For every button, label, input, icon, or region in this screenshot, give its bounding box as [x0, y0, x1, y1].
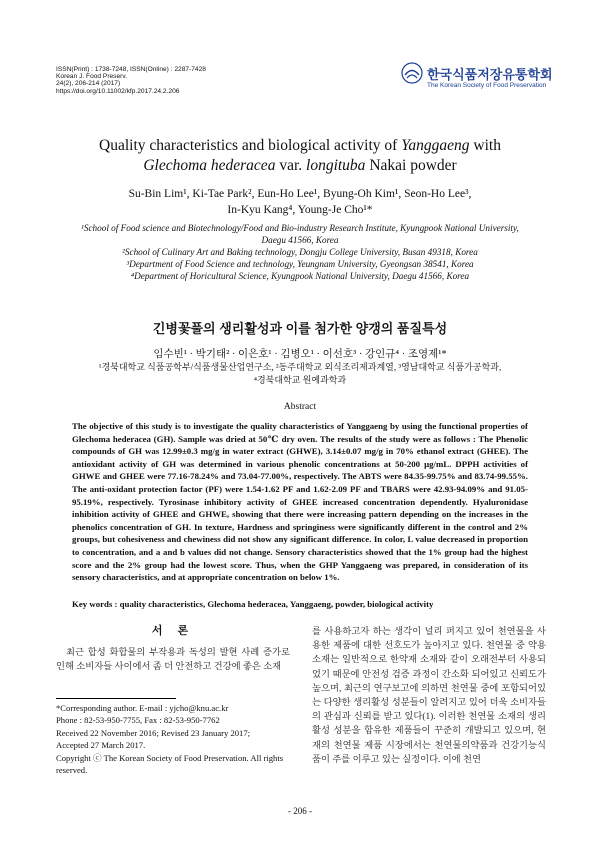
issn-line: ISSN(Print) : 1738-7248, ISSN(Online) : 2287-7428 — [56, 66, 206, 73]
page-number: - 206 - — [288, 806, 312, 816]
keywords-label: Key words — [72, 599, 113, 609]
korean-authors: 임수빈¹ · 박기태² · 이은호¹ · 김병오¹ · 이선호³ · 강인규⁴ · 조영제¹* — [153, 349, 447, 360]
society-logo — [401, 62, 551, 92]
intro-heading: 서 론 — [151, 625, 195, 637]
abstract-heading: Abstract — [283, 402, 317, 412]
society-name-english: The Korean Society of Food Preservation — [427, 82, 547, 89]
paper-title-line-2: Glechoma hederacea var. longituba Nakai powder — [143, 157, 457, 174]
keywords: Key words : quality characteristics, Glechoma hederacea, Yanggaeng, powder, biological activity — [72, 599, 434, 609]
paper-title-line-1: Quality characteristics and biological activity of Yanggaeng with — [99, 137, 501, 154]
affiliation-1-city: Daegu 41566, Korea — [261, 235, 339, 245]
affiliation-3: ³Department of Food Science and technology, Yeungnam University, Gyeongsan 38541, Korea — [126, 259, 474, 269]
journal-meta — [56, 66, 206, 95]
footnote — [56, 702, 290, 776]
phone-fax: Phone : 82-53-950-7755, Fax : 82-53-950-7762 — [56, 715, 220, 726]
author-line-1: Su-Bin Lim¹, Ki-Tae Park², Eun-Ho Lee¹, Byung-Oh Kim¹, Seon-Ho Lee³, — [128, 188, 472, 200]
corresponding-author: *Corresponding author. E-mail : yjcho@knu.ac.kr — [56, 703, 229, 713]
journal-name-line: Korean J. Food Preserv. — [56, 73, 127, 81]
volume-line: 24(2), 206-214 (2017) — [56, 80, 121, 88]
doi-line[interactable]: https://doi.org/10.11002/kfp.2017.24.2.206 — [56, 87, 180, 95]
accepted-date: Accepted 27 March 2017. — [56, 740, 146, 751]
intro-right-text: 를 사용하고자 하는 생각이 널리 퍼지고 있어 천연물을 사용한 제품에 대한 선호도가 높아지고 있다. 천연물 중 약용소재는 일반적으로 한약재 소재와 같이 오래전부터 사용되었기 때문에 안전성 검증 과정이 간소화 되어있고 신뢰도가 높으며, 최근의 연구보고에 의하면 천연물 중에 포함되어있는 다양한 생리활성 성분들이 알려지고 있어 더욱 소비자들의 관심과 신뢰를 받고 있다(1). 이러한 천연물 소재의 생리활성 성분을 함유한 제품들이 꾸준히 개발되고 있으며, 현재의 천연물 제품 시장에서는 천연물의약품과 건강기능식품이 주를 이루고 있는 실정이다. 이에 천연 — [312, 627, 546, 765]
author-list — [40, 186, 560, 218]
korean-affiliation-line-2: ⁴경북대학교 원예과학과 — [253, 375, 347, 385]
intro-left-column — [56, 622, 290, 674]
society-name-korean: 한국식품저장유통학회 — [427, 67, 553, 82]
affiliation-4: ⁴Department of Horicultural Science, Kyungpook National University, Daegu 41566, Korea — [130, 271, 470, 281]
keywords-text: quality characteristics, Glechoma hederacea, Yanggaeng, powder, biological activity — [119, 599, 434, 609]
korean-affiliation-line-1: ¹경북대학교 식품공학부/식품생물산업연구소, ²동주대학교 외식조리제과계열, ³영남대학교 식품가공학과, — [98, 362, 502, 372]
footnote-divider — [56, 698, 176, 699]
intro-left-text: 최근 합성 화합물의 부작용과 독성의 발현 사례 증가로 인해 소비자들 사이에서 좀 더 안전하고 건강에 좋은 소재 — [56, 648, 290, 673]
korean-title: 긴병꽃풀의 생리활성과 이를 첨가한 양갱의 품질특성 — [152, 321, 448, 336]
affiliation-list — [40, 222, 560, 282]
received-date: Received 22 November 2016; Revised 23 January 2017; — [56, 727, 251, 738]
copyright: Copyright ⓒ The Korean Society of Food Preservation. All rights reserved. — [56, 752, 284, 776]
affiliation-2: ²School of Culinary Art and Baking technology, Dongju College University, Busan 49318, Korea — [122, 247, 478, 257]
society-emblem-icon — [401, 62, 423, 84]
abstract-body: The objective of this study is to investigate the quality characteristics of Yanggaeng by using the functional properties of Glechoma hederacea (GH). Sample was dried at 50℃ dry oven. The results of the study were as follows : The Phenolic compounds of GH was 12.99±0.3 mg/g in water extract (GHWE), 3.14±0.07 mg/g in 70% ethanol extract (GHEE). The antioxidant activity of GH was determined in various phenolic concentrations at 50-200 μg/mL. DPPH activities of GHWE and GHEE were 77.16-78.24% and 73.04-77.00%, respectively. The ABTS were 84.35-99.75% and 83.74-99.55%. The anti-oxidant protection factor (PF) were 1.54-1.62 PF and 1.62-2.09 PF and TBARS were 42.93-94.09% and 91.05-95.19%, respectively. Tyrosinase inhibitory activity of GHEE increased concentration dependently. Hyaluronidase inhibition activity of GHEE and GHWE, showing that there were increasing pattern depending on the increases in the phenolics concentration of GH. In texture, Hardness and springiness were significantly different in the control and 2% groups, but cohesiveness and chewiness did not show any significant difference. In color, L value decreased in proportion to concentration, and a and b values did not change. Sensory characteristics showed that the 1% group had the highest score and the 2% group had the lowest score. Thus, when the GHP Yanggaeng was prepared, in consideration of its sensory characteristics, and at appropriate concentration on below 1%. — [72, 421, 528, 583]
intro-right-column — [312, 625, 546, 767]
author-line-2: In-Kyu Kang⁴, Young-Je Cho¹* — [227, 204, 373, 216]
affiliation-1: ¹School of Food science and Biotechnology/Food and Bio-industry Research Institute, Kyungpook National University, — [81, 223, 519, 233]
korean-affiliations — [40, 361, 560, 387]
